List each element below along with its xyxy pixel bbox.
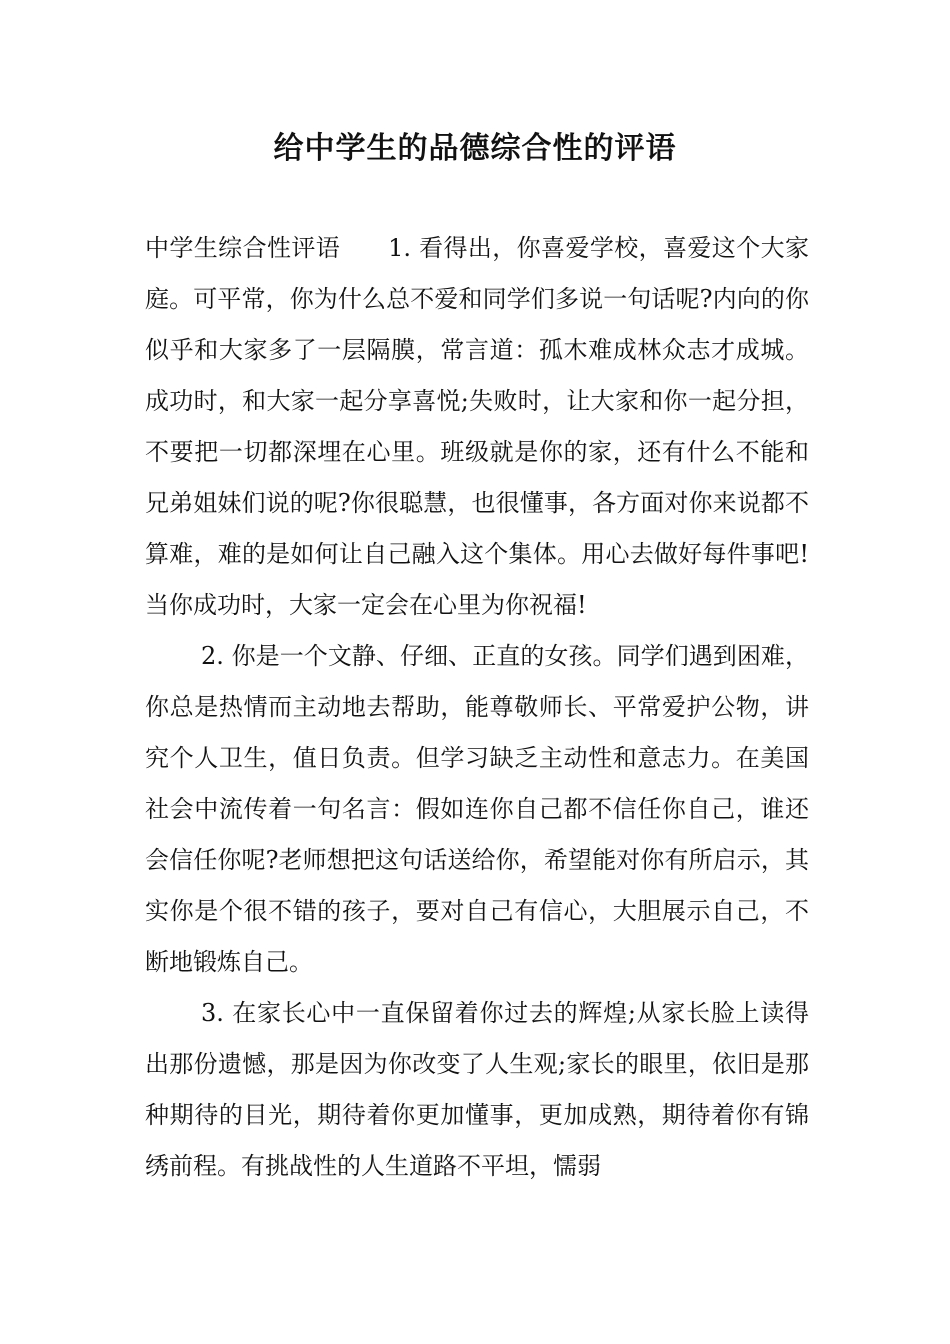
document-body: [145, 223, 809, 1192]
paragraph-1-text: 1. 看得出，你喜爱学校，喜爱这个大家庭。可平常，你为什么总不爱和同学们多说一句话呢?内向的你似乎和大家多了一层隔膜，常言道：孤木难成林众志才成城。成功时，和大家一起分享喜悦;失败时，让大家和你一起分担，不要把一切都深埋在心里。班级就是你的家，还有什么不能和兄弟姐妹们说的呢?你很聪慧，也很懂事，各方面对你来说都不算难，难的是如何让自己融入这个集体。用心去做好每件事吧!当你成功时，大家一定会在心里为你祝福!: [145, 234, 809, 619]
paragraph-2: 2. 你是一个文静、仔细、正直的女孩。同学们遇到困难，你总是热情而主动地去帮助，能尊敬师长、平常爱护公物，讲究个人卫生，值日负责。但学习缺乏主动性和意志力。在美国社会中流传着一句名言：假如连你自己都不信任你自己，谁还会信任你呢?老师想把这句话送给你，希望能对你有所启示，其实你是个很不错的孩子，要对自己有信心，大胆展示自己，不断地锻炼自己。: [145, 642, 809, 976]
paragraph-1: [145, 223, 809, 631]
paragraph-3: 3. 在家长心中一直保留着你过去的辉煌;从家长脸上读得出那份遗憾，那是因为你改变了人生观;家长的眼里，依旧是那种期待的目光，期待着你更加懂事，更加成熟，期待着你有锦绣前程。有挑战性的人生道路不平坦，懦弱: [145, 999, 809, 1180]
document-title: 给中学生的品德综合性的评语: [273, 131, 677, 166]
section-heading: 中学生综合性评语: [145, 234, 341, 262]
